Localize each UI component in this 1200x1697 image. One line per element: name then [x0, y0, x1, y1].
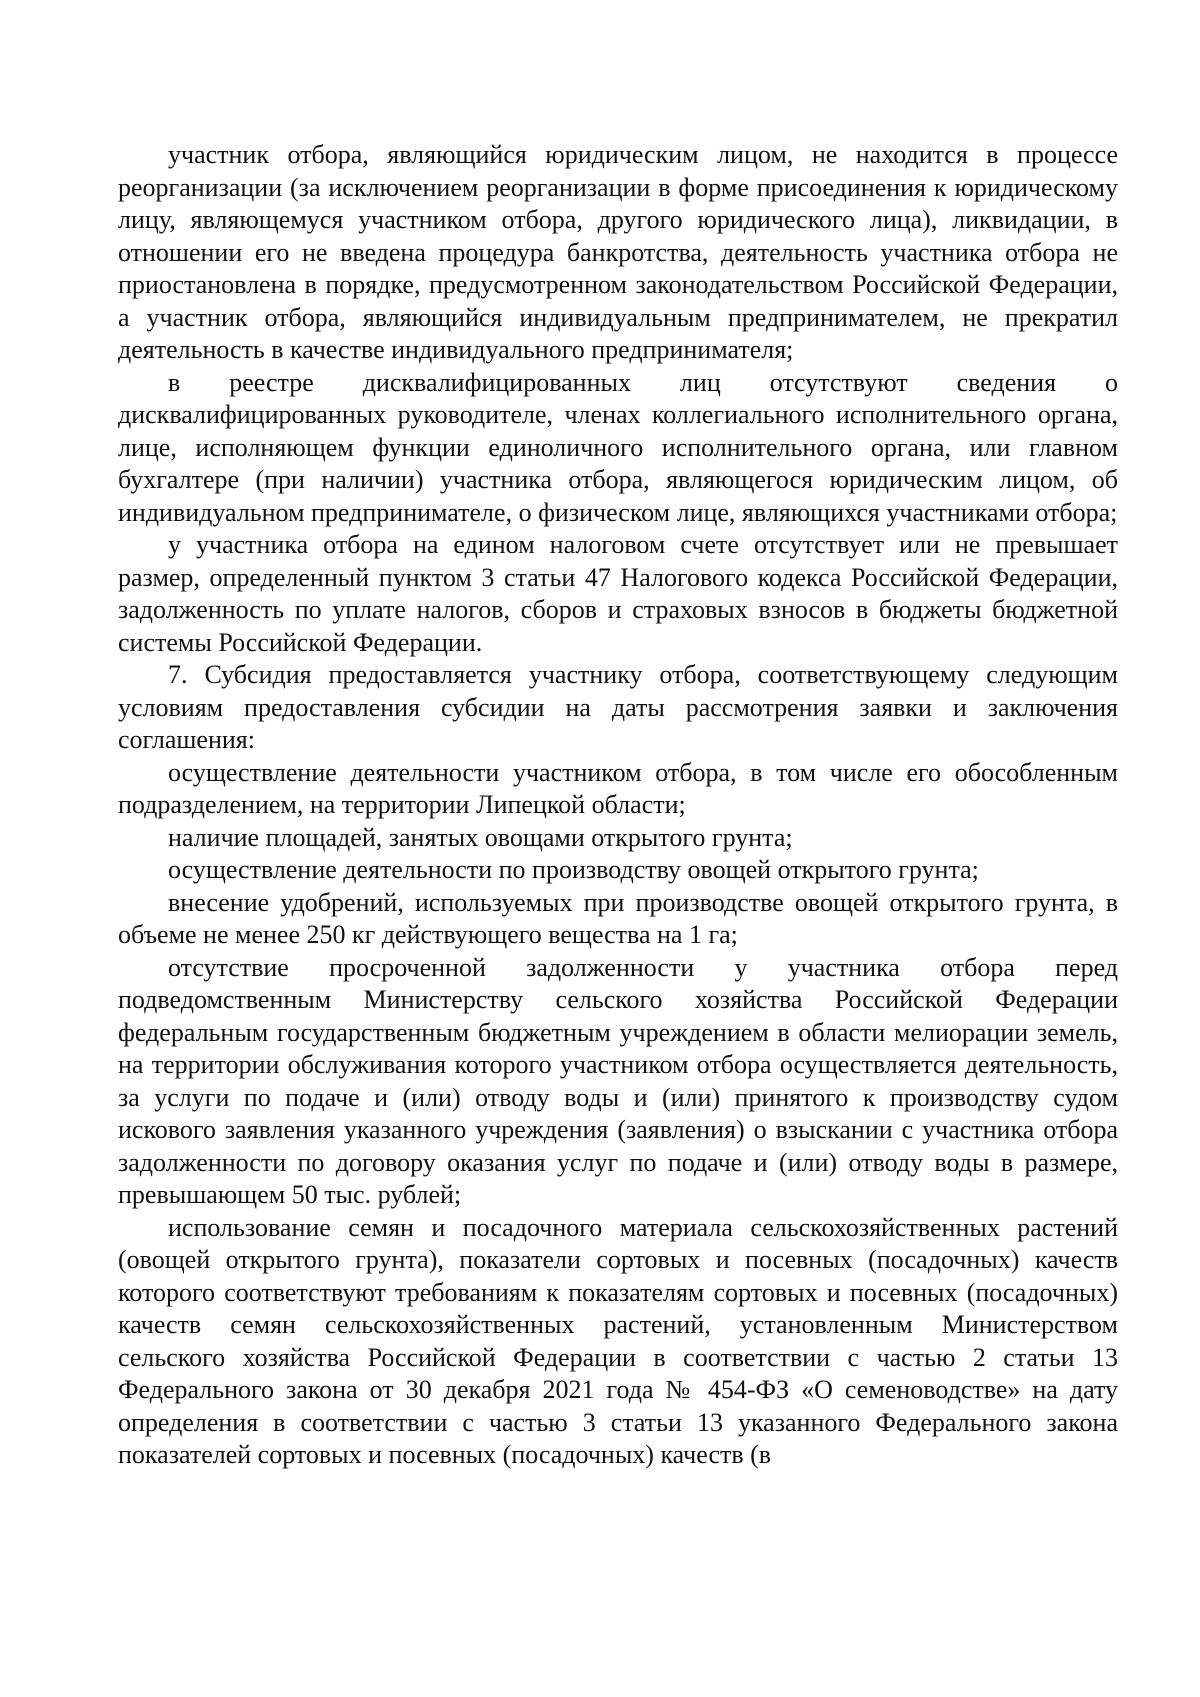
- paragraph-item-7-conditions: 7. Субсидия предоставляется участнику отбора, соответствующему следующим условиям предоставления субсидии на даты рассмотрения заявки и заключения соглашения:: [118, 660, 1118, 754]
- paragraph-fertilizers: внесение удобрений, используемых при производстве овощей открытого грунта, в объеме не менее 250 кг действующего вещества на 1 га;: [118, 887, 1118, 949]
- paragraph-legal-entity-status: участник отбора, являющийся юридическим лицом, не находится в процессе реорганизации (за исключением реорганизации в форме присоединения к юридическому лицу, являющемуся участником отбора, другого юридического лица), ликвидации, в отношении его не введена процедура банкротства, деятельность участника отбора не приостановлена в порядке, предусмотренном законодательством Российской Федерации, а участник отбора, являющийся индивидуальным предпринимателем, не прекратил деятельность в качестве индивидуального предпринимателя;: [118, 140, 1118, 364]
- paragraph-tax-debt: у участника отбора на едином налоговом счете отсутствует или не превышает размер, определенный пунктом 3 статьи 47 Налогового кодекса Российской Федерации, задолженность по уплате налогов, сборов и страховых взносов в бюджеты бюджетной системы Российской Федерации.: [118, 530, 1118, 657]
- paragraph-irrigation-debt: отсутствие просроченной задолженности у участника отбора перед подведомственным Министерству сельского хозяйства Российской Федерации федеральным государственным бюджетным учреждением в области мелиорации земель, на территории обслуживания которого участником отбора осуществляется деятельность, за услуги по подаче и (или) отводу воды и (или) принятого к производству судом искового заявления указанного учреждения (заявления) о взыскании с участника отбора задолженности по договору оказания услуг по подаче и (или) отводу воды в размере, превышающем 50 тыс. рублей;: [118, 952, 1118, 1209]
- paragraph-vegetable-areas: наличие площадей, занятых овощами открытого грунта;: [168, 822, 793, 852]
- document-page: [118, 139, 1118, 1472]
- paragraph-disqualified-registry: в реестре дисквалифицированных лиц отсутствуют сведения о дисквалифицированных руководителе, членах коллегиального исполнительного органа, лице, исполняющем функции единоличного исполнительного органа, или главном бухгалтере (при наличии) участника отбора, являющегося юридическим лицом, об индивидуальном предпринимателе, о физическом лице, являющихся участниками отбора;: [118, 367, 1118, 527]
- paragraph-seed-material: использование семян и посадочного материала сельскохозяйственных растений (овощей открытого грунта), показатели сортовых и посевных (посадочных) качеств которого соответствуют требованиям к показателям сортовых и посевных (посадочных) качеств семян сельскохозяйственных растений, установленным Министерством сельского хозяйства Российской Федерации в соответствии с частью 2 статьи 13 Федерального закона от 30 декабря 2021 года № 454-ФЗ «О семеноводстве» на дату определения в соответствии с частью 3 статьи 13 указанного Федерального закона показателей сортовых и посевных (посадочных) качеств (в: [118, 1212, 1118, 1469]
- paragraph-activity-in-region: осуществление деятельности участником отбора, в том числе его обособленным подразделением, на территории Липецкой области;: [118, 757, 1118, 819]
- paragraph-vegetable-production: осуществление деятельности по производству овощей открытого грунта;: [168, 855, 979, 884]
